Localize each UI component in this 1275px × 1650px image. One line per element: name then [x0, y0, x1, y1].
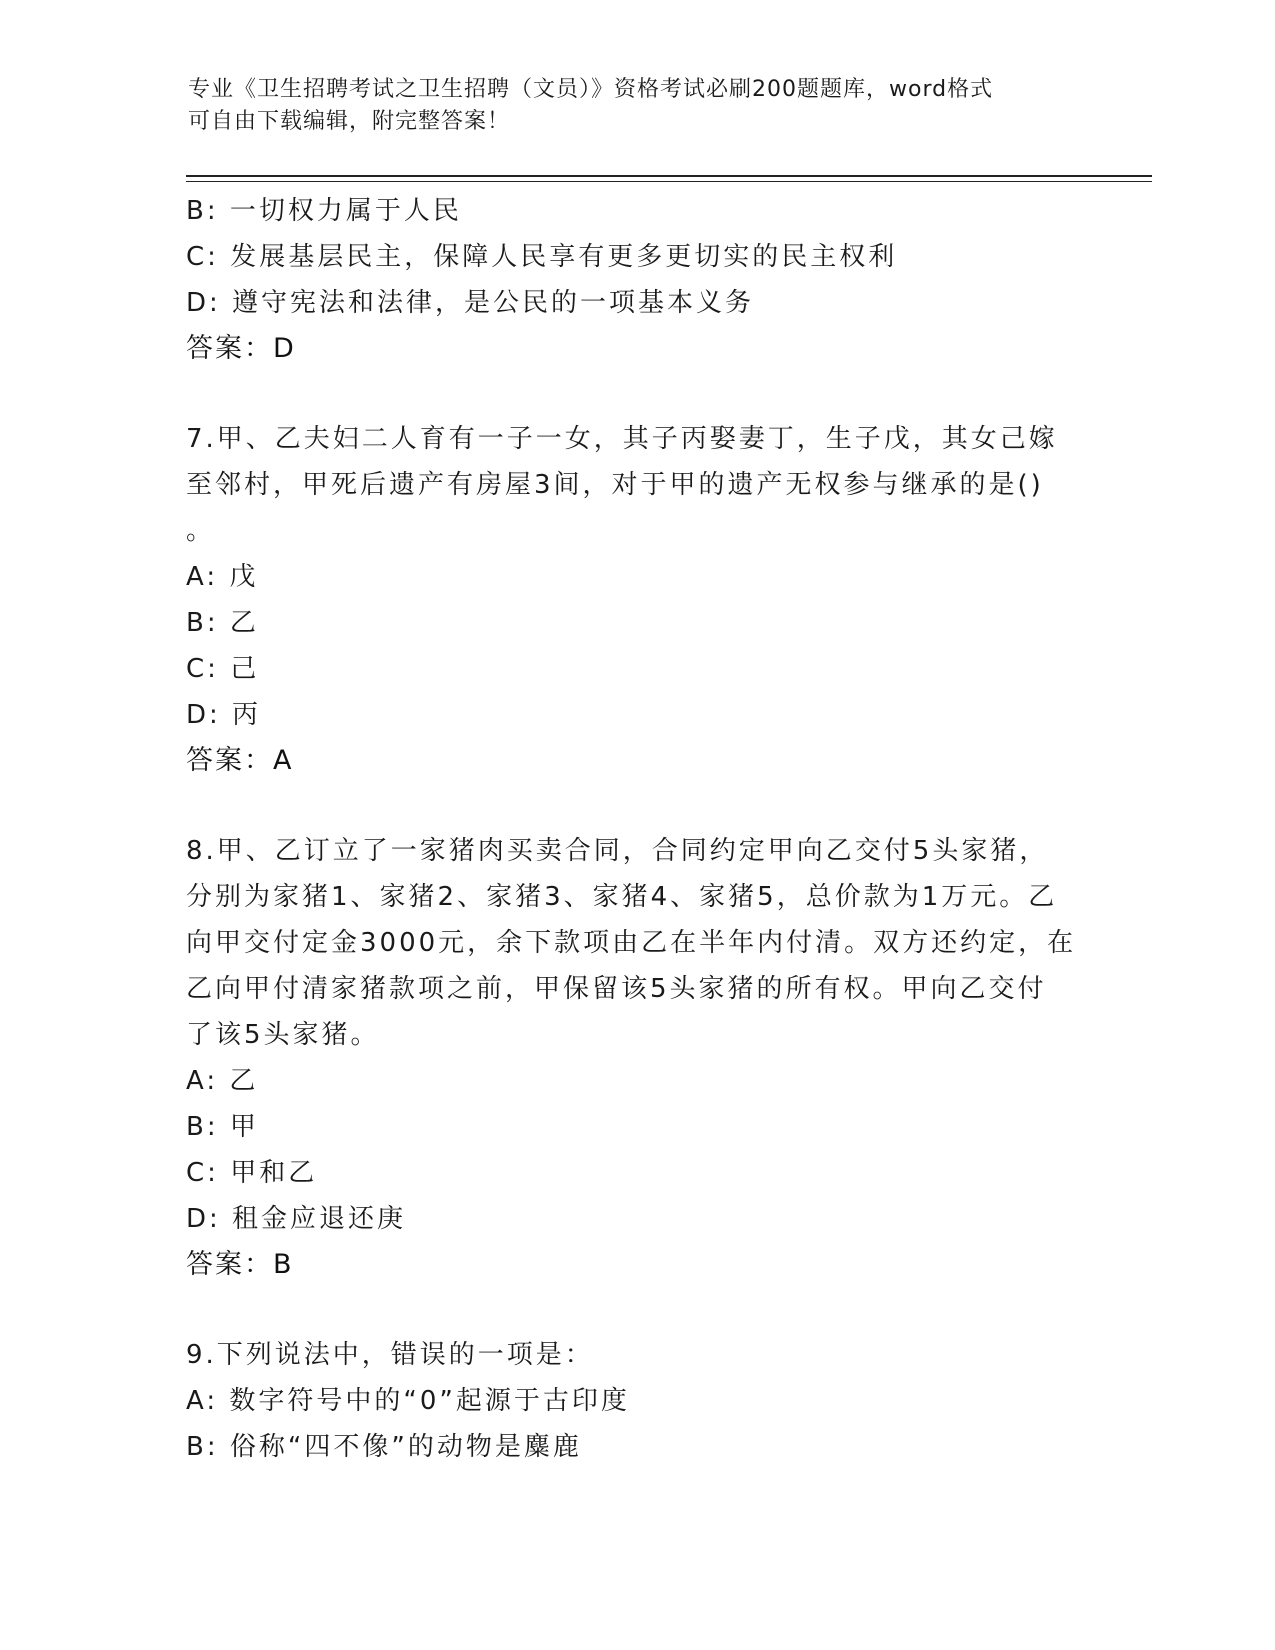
- question-stem-line: 8.甲、乙订立了一家猪肉买卖合同，合同约定甲向乙交付5头家猪，: [186, 836, 1049, 866]
- answer: 答案：A: [186, 745, 294, 776]
- answer: 答案：B: [186, 1249, 294, 1280]
- question-stem-line: 7.甲、乙夫妇二人育有一子一女，其子丙娶妻丁，生子戊，其女己嫁: [186, 424, 1058, 454]
- question-8: [186, 828, 1086, 1288]
- option-text: 发展基层民主，保障人民享有更多更切实的民主权利: [230, 242, 898, 272]
- option-text: 丙: [232, 700, 262, 730]
- option-c: [186, 234, 1086, 280]
- option-a: [186, 554, 1086, 600]
- spacer: [186, 784, 1086, 828]
- option-text: 遵守宪法和法律，是公民的一项基本义务: [232, 288, 755, 318]
- prev-question: [186, 188, 1086, 372]
- option-text: 数字符号中的“0”起源于古印度: [229, 1386, 630, 1416]
- option-d: [186, 692, 1086, 738]
- option-text: 租金应退还庚: [232, 1204, 407, 1234]
- spacer: [186, 1288, 1086, 1332]
- option-b: [186, 1424, 1086, 1470]
- question-stem-line: 。: [186, 516, 216, 546]
- option-label: C:: [186, 1158, 219, 1188]
- option-label: A:: [186, 562, 219, 592]
- option-text: 甲和乙: [230, 1158, 318, 1188]
- option-label: D:: [186, 288, 221, 318]
- option-text: 一切权力属于人民: [229, 196, 462, 226]
- option-text: 乙: [229, 1066, 259, 1096]
- header-rule-thick: [186, 175, 1152, 177]
- option-d: [186, 280, 1086, 326]
- option-text: 乙: [229, 608, 259, 638]
- option-c: [186, 1150, 1086, 1196]
- option-text: 俗称“四不像”的动物是麋鹿: [229, 1432, 582, 1462]
- option-text: 戊: [229, 562, 259, 592]
- option-label: D:: [186, 700, 221, 730]
- option-label: C:: [186, 654, 219, 684]
- option-c: [186, 646, 1086, 692]
- option-label: B:: [186, 1432, 219, 1462]
- option-label: B:: [186, 608, 219, 638]
- option-b: [186, 188, 1086, 234]
- question-stem-line: 了该5头家猪。: [186, 1020, 380, 1050]
- header-rule-thin: [186, 181, 1152, 182]
- option-label: B:: [186, 1112, 219, 1142]
- option-a: [186, 1378, 1086, 1424]
- option-label: B:: [186, 196, 219, 226]
- question-7: [186, 416, 1086, 784]
- question-stem-line: 9.下列说法中，错误的一项是：: [186, 1340, 594, 1370]
- option-d: [186, 1196, 1086, 1242]
- option-text: 甲: [229, 1112, 259, 1142]
- option-label: D:: [186, 1204, 221, 1234]
- header-line-2: 可自由下载编辑，附完整答案！: [188, 109, 511, 134]
- question-stem-line: 分别为家猪1、家猪2、家猪3、家猪4、家猪5，总价款为1万元。乙: [186, 882, 1058, 912]
- option-b: [186, 1104, 1086, 1150]
- option-label: A:: [186, 1386, 219, 1416]
- question-content: [186, 188, 1086, 1470]
- option-label: A:: [186, 1066, 219, 1096]
- option-a: [186, 1058, 1086, 1104]
- spacer: [186, 372, 1086, 416]
- question-stem-line: 至邻村，甲死后遗产有房屋3间，对于甲的遗产无权参与继承的是(): [186, 470, 1044, 500]
- header-line-1: 专业《卫生招聘考试之卫生招聘（文员）》资格考试必刷200题题库，word格式: [188, 77, 994, 102]
- question-stem-line: 向甲交付定金3000元，余下款项由乙在半年内付清。双方还约定，在: [186, 928, 1077, 958]
- option-text: 己: [230, 654, 260, 684]
- question-stem-line: 乙向甲付清家猪款项之前，甲保留该5头家猪的所有权。甲向乙交付: [186, 974, 1047, 1004]
- answer: 答案：D: [186, 333, 296, 364]
- option-b: [186, 600, 1086, 646]
- question-9: [186, 1332, 1086, 1470]
- option-label: C:: [186, 242, 219, 272]
- document-header: [188, 74, 1068, 138]
